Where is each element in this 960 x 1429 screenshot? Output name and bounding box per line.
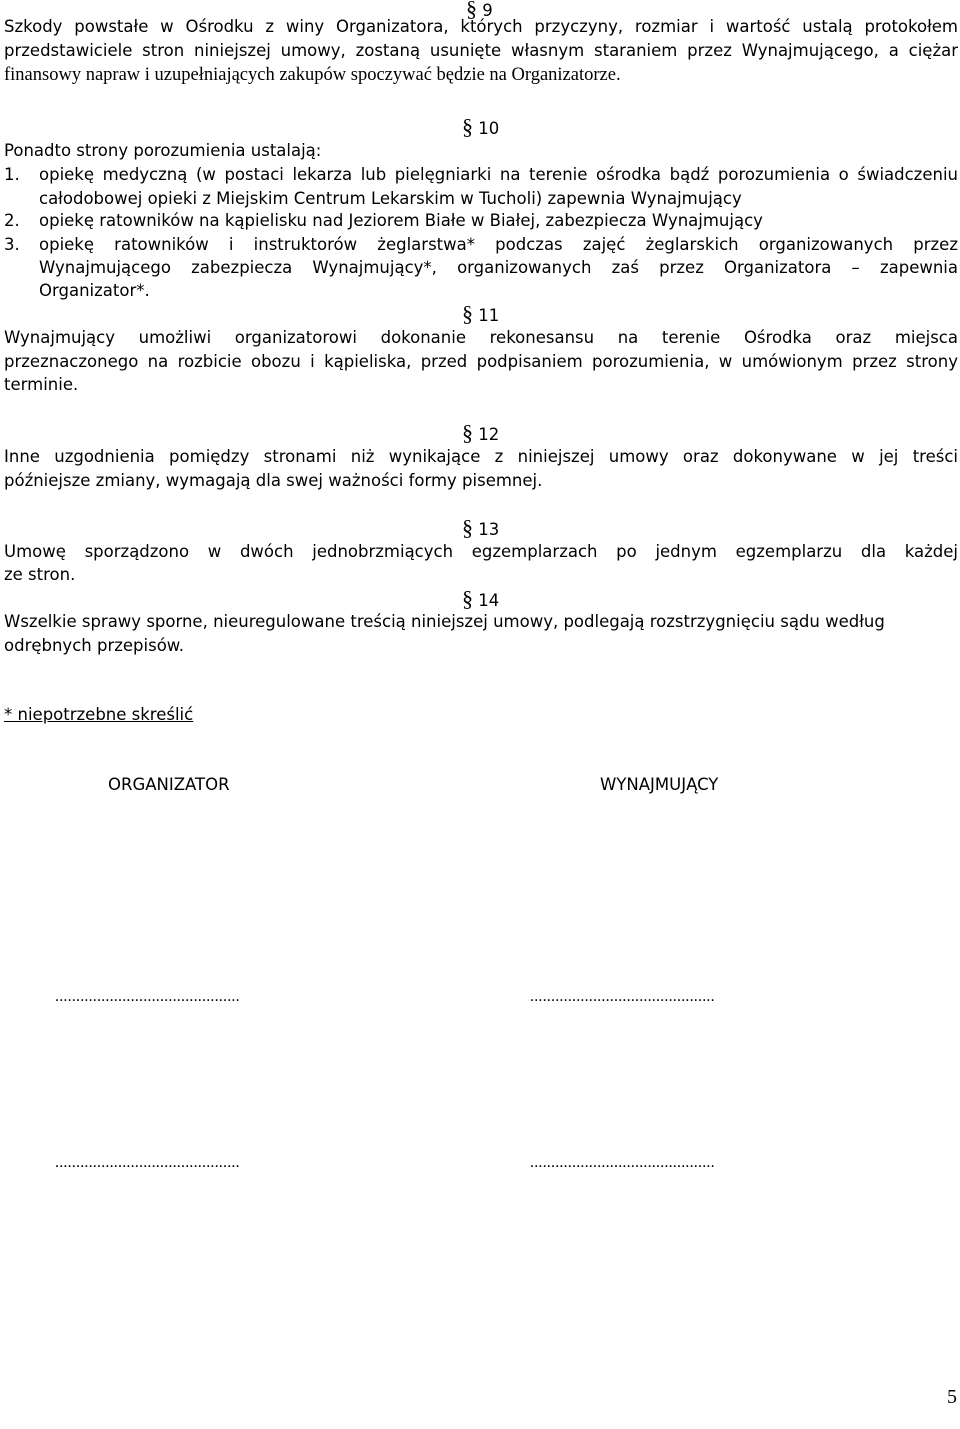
- paragraph-line: Wynajmujący umożliwi organizatorowi dokonanie rekonesansu na terenie Ośrodka oraz miejsca: [4, 328, 958, 347]
- section-symbol: §: [462, 114, 473, 139]
- footnote: * niepotrzebne skreślić: [4, 705, 194, 724]
- paragraph-line: przeznaczonego na rozbicie obozu i kąpieliska, przed podpisaniem porozumienia, w umówionym przez strony: [4, 352, 958, 371]
- signature-line: ............................................: [55, 988, 240, 1005]
- page-number: 5: [947, 1386, 957, 1408]
- section-10-heading: [462, 115, 499, 141]
- section-11-heading: [462, 302, 499, 328]
- signature-label-organizer: ORGANIZATOR: [108, 775, 230, 794]
- list-number: 2.: [4, 211, 20, 230]
- paragraph-line: przedstawiciele stron niniejszej umowy, zostaną usunięte własnym staraniem przez Wynajmującego, a ciężar: [4, 41, 958, 60]
- paragraph-line: Wszelkie sprawy sporne, nieuregulowane treścią niniejszej umowy, podlegają rozstrzygnięciu sądu według: [4, 612, 885, 631]
- signature-line: ............................................: [530, 988, 715, 1005]
- section-symbol: §: [462, 515, 473, 540]
- paragraph-line: późniejsze zmiany, wymagają dla swej ważności formy pisemnej.: [4, 471, 543, 490]
- list-item-line: opiekę medyczną (w postaci lekarza lub pielęgniarki na terenie ośrodka bądź porozumienia o świadczeniu: [39, 165, 958, 184]
- signature-line: ............................................: [530, 1154, 715, 1171]
- section-symbol: §: [462, 301, 473, 326]
- list-item-line: opiekę ratowników i instruktorów żeglarstwa* podczas zajęć żeglarskich organizowanych przez: [39, 235, 958, 254]
- paragraph-line: Inne uzgodnienia pomiędzy stronami niż wynikające z niniejszej umowy oraz dokonywane w jej treści: [4, 447, 958, 466]
- paragraph-line: ze stron.: [4, 565, 76, 584]
- paragraph-line: finansowy napraw i uzupełniających zakupów spoczywać będzie na Organizatorze.: [4, 65, 621, 85]
- signature-line: ............................................: [55, 1154, 240, 1171]
- section-number: 9: [482, 1, 493, 20]
- section-symbol: §: [466, 0, 477, 21]
- paragraph-line: terminie.: [4, 375, 79, 394]
- section-number: 14: [478, 591, 500, 610]
- section-number: 10: [478, 119, 500, 138]
- section-number: 12: [478, 425, 500, 444]
- paragraph-line: Umowę sporządzono w dwóch jednobrzmiących egzemplarzach po jednym egzemplarzu dla każdej: [4, 542, 958, 561]
- paragraph-line: odrębnych przepisów.: [4, 636, 185, 655]
- signature-label-lessor: WYNAJMUJĄCY: [600, 775, 719, 794]
- section-13-heading: [462, 516, 499, 542]
- list-number: 3.: [4, 235, 20, 254]
- paragraph-intro: Ponadto strony porozumienia ustalają:: [4, 141, 322, 160]
- list-number: 1.: [4, 165, 20, 184]
- list-item-line: opiekę ratowników na kąpielisku nad Jeziorem Białe w Białej, zabezpiecza Wynajmujący: [39, 211, 763, 230]
- list-item-line: Organizator*.: [39, 281, 150, 300]
- paragraph-line: Szkody powstałe w Ośrodku z winy Organizatora, których przyczyny, rozmiar i wartość ustalą protokołem: [4, 17, 958, 36]
- list-item-line: całodobowej opieki z Miejskim Centrum Lekarskim w Tucholi) zapewnia Wynajmujący: [39, 189, 742, 208]
- section-12-heading: [462, 421, 499, 447]
- section-number: 11: [478, 306, 500, 325]
- list-item-line: Wynajmującego zabezpiecza Wynajmujący*, organizowanych zaś przez Organizatora – zapewnia: [39, 258, 958, 277]
- section-number: 13: [478, 520, 500, 539]
- section-symbol: §: [462, 586, 473, 611]
- section-symbol: §: [462, 420, 473, 445]
